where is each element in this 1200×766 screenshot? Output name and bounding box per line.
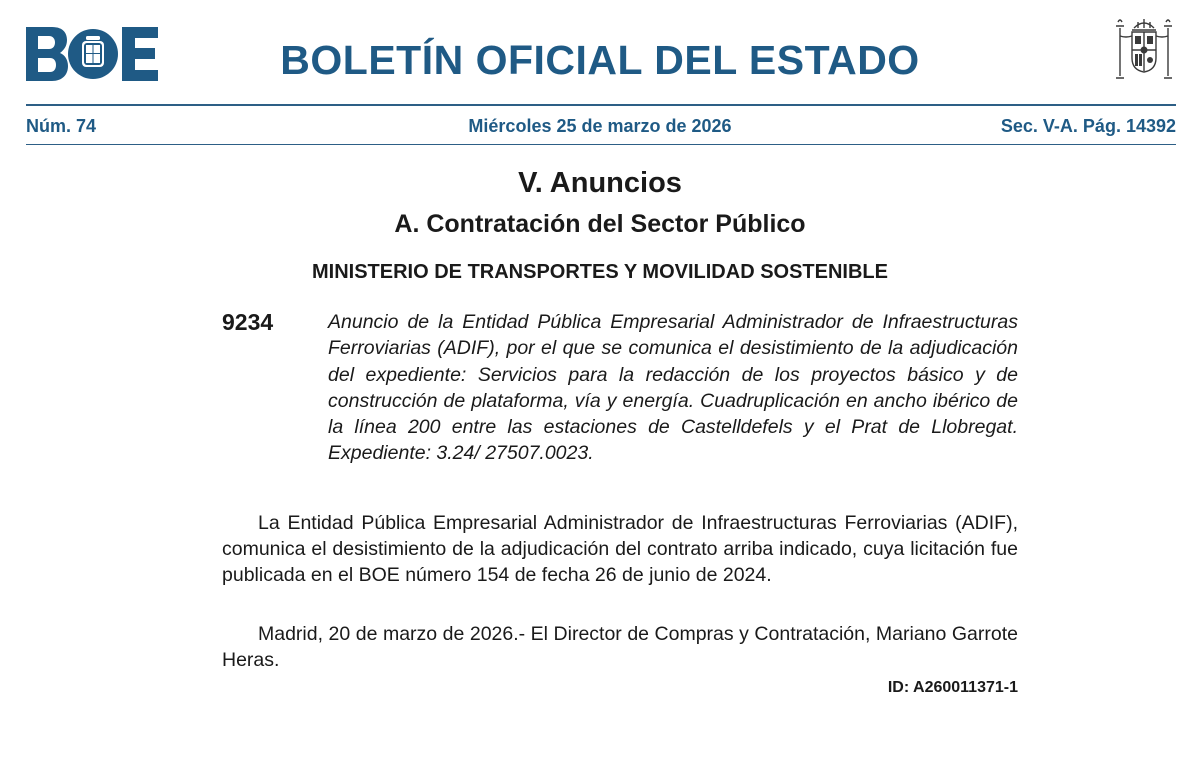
- header-divider-top: [26, 104, 1176, 106]
- announcement-number: 9234: [222, 309, 274, 335]
- signature-paragraph: Madrid, 20 de marzo de 2026.- El Director de Compras y Contratación, Mariano Garrote Heras.: [222, 623, 1018, 671]
- document-id: ID: A260011371-1: [887, 679, 1018, 696]
- section-page: Sec. V-A. Pág. 14392: [1000, 116, 1176, 136]
- coat-of-arms-icon: [1112, 14, 1176, 82]
- announcement-body: La Entidad Pública Empresarial Administrador de Infraestructuras Ferroviarias (ADIF), comunica el desistimiento de la adjudicación del contrato arriba indicado, cuya licitación fue publicada en el BOE número 154 de fecha 26 de junio de 2024.: [222, 512, 1018, 586]
- subsection-title: A. Contratación del Sector Público: [394, 210, 806, 238]
- boe-logo-icon: [26, 27, 158, 81]
- bulletin-title: BOLETÍN OFICIAL DEL ESTADO: [280, 37, 920, 83]
- header-divider-bottom: [26, 144, 1176, 145]
- issue-date: Miércoles 25 de marzo de 2026: [468, 116, 732, 136]
- ministry-heading: MINISTERIO DE TRANSPORTES Y MOVILIDAD SOSTENIBLE: [312, 261, 888, 283]
- section-title: V. Anuncios: [518, 167, 682, 199]
- issue-number: Núm. 74: [26, 116, 97, 136]
- announcement-summary: Anuncio de la Entidad Pública Empresarial Administrador de Infraestructuras Ferroviarias (ADIF), por el que se comunica el desistimiento de la adjudicación del expediente: Servicios para la redacción de los proyectos básico y de construcción de plataforma, vía y energía. Cuadruplicación en ancho ibérico de la línea 200 entre las estaciones de Castelldefels y el Prat de Llobregat. Expediente: 3.24/ 27507.0023.: [328, 311, 1018, 465]
